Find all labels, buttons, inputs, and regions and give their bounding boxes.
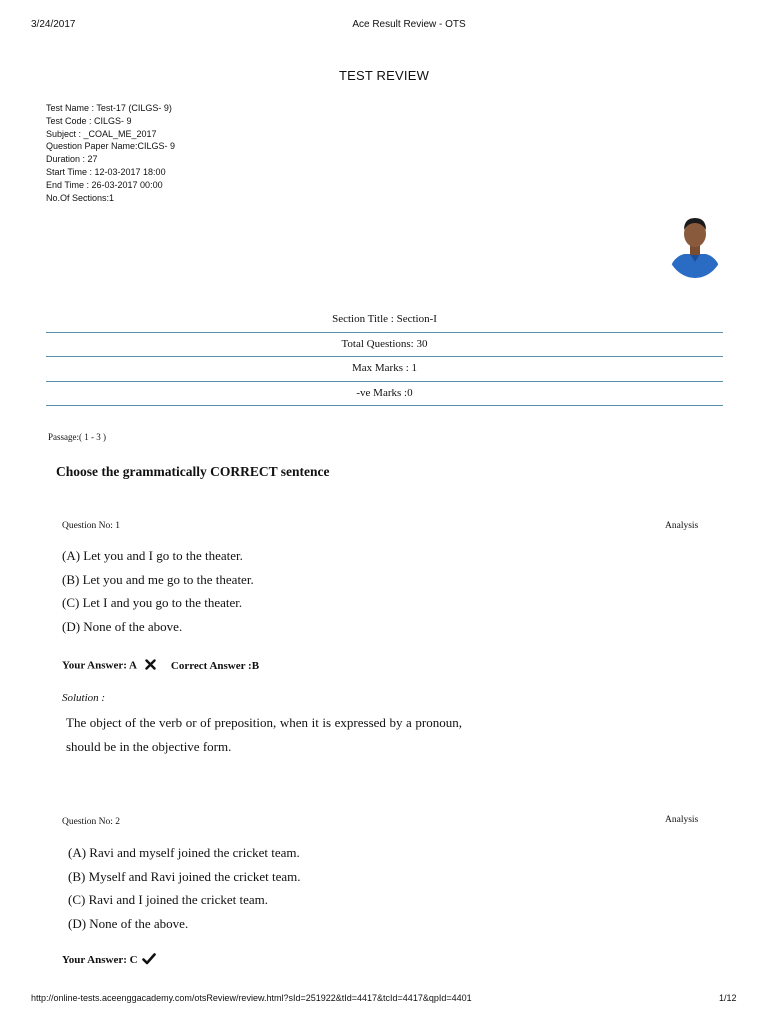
- print-date: 3/24/2017: [31, 19, 76, 30]
- negative-marks: -ve Marks :0: [46, 382, 723, 407]
- end-time: End Time : 26-03-2017 00:00: [46, 179, 163, 190]
- page-title: TEST REVIEW: [338, 68, 430, 83]
- solution-label: Solution :: [62, 692, 106, 704]
- option-d: (D) None of the above.: [68, 915, 189, 931]
- passage-range: Passage:( 1 - 3 ): [48, 432, 106, 442]
- subject: Subject : _COAL_ME_2017: [46, 128, 157, 139]
- print-page-title: Ace Result Review - OTS: [352, 19, 466, 30]
- max-marks: Max Marks : 1: [46, 357, 723, 382]
- question-prompt: Choose the grammatically CORRECT sentence: [56, 464, 330, 479]
- check-icon: [142, 953, 156, 968]
- answer-line: [62, 953, 156, 968]
- options-list: [62, 544, 254, 638]
- section-count: No.Of Sections:1: [46, 192, 115, 203]
- test-info: [46, 102, 175, 204]
- option-d: (D) None of the above.: [62, 618, 183, 634]
- section-title: Section Title : Section-I: [46, 308, 723, 333]
- solution-text: The object of the verb or of preposition, when it is expressed by a pronoun, should be in the objective form.: [66, 715, 462, 754]
- your-answer: Your Answer: C: [62, 954, 138, 967]
- test-code: Test Code : CILGS- 9: [46, 115, 132, 126]
- print-url: http://online-tests.aceenggacademy.com/otsReview/review.html?sId=251922&tId=4417&tcId=4417&qpId=4401: [31, 993, 472, 1003]
- test-name: Test Name : Test-17 (CILGS- 9): [46, 103, 172, 113]
- your-answer: Your Answer: A: [62, 659, 137, 672]
- duration: Duration : 27: [46, 154, 98, 165]
- question-paper-name: Question Paper Name:CILGS- 9: [46, 141, 176, 152]
- answer-line: [62, 659, 259, 673]
- cross-icon: [145, 659, 156, 673]
- question-number: Question No: 2: [62, 817, 121, 827]
- option-c: (C) Ravi and I joined the cricket team.: [68, 892, 268, 907]
- option-a: (A) Let you and I go to the theater.: [62, 548, 243, 563]
- analysis-link[interactable]: Analysis: [665, 815, 699, 825]
- section-table: [46, 308, 723, 406]
- options-list: [68, 841, 300, 935]
- page-number: 1/12: [719, 993, 737, 1003]
- total-questions: Total Questions: 30: [46, 333, 723, 358]
- avatar-icon: [666, 210, 724, 278]
- analysis-link[interactable]: Analysis: [665, 521, 699, 531]
- option-a: (A) Ravi and myself joined the cricket team.: [68, 845, 300, 860]
- start-time: Start Time : 12-03-2017 18:00: [46, 166, 166, 177]
- correct-answer: Correct Answer :B: [170, 659, 260, 672]
- option-b: (B) Myself and Ravi joined the cricket team.: [68, 868, 301, 884]
- question-number: Question No: 1: [62, 521, 121, 531]
- option-b: (B) Let you and me go to the theater.: [62, 571, 254, 587]
- candidate-photo: [666, 210, 724, 278]
- option-c: (C) Let I and you go to the theater.: [62, 595, 243, 610]
